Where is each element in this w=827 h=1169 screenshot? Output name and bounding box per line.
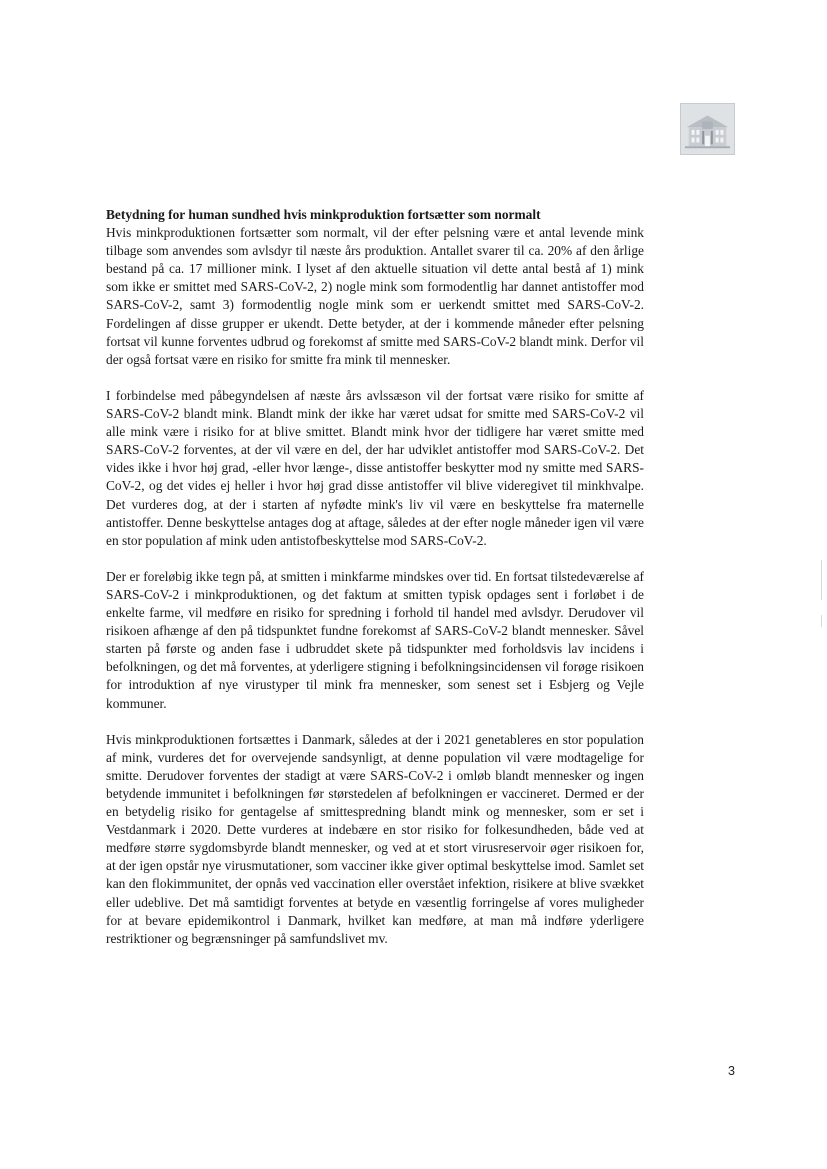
- paragraph: Der er foreløbig ikke tegn på, at smitten i minkfarme mindskes over tid. En fortsat tilstedeværelse af SARS-CoV-2 i minkproduktionen, og det faktum at smitten typisk opdages sent i forløbet i de enkelte farme, vil medføre en risiko for spredning i forhold til handel med avlsdyr. Derudover vil risikoen afhænge af den på tidspunktet fundne forekomst af SARS-CoV-2 blandt mennesker. Såvel starten på første og anden fase i udbruddet skete på tidspunkter med forholdsvis lav incidens i befolkningen, og det må forventes, at yderligere stigning i befolkningsincidensen vil forøge risikoen for introduktion af nye virustyper til mink fra mennesker, som senest set i Esbjerg og Vejle kommuner.: [106, 568, 644, 711]
- section-heading: Betydning for human sundhed hvis minkproduktion fortsætter som normalt: [106, 207, 541, 222]
- paragraph: Hvis minkproduktionen fortsættes i Danmark, således at der i 2021 genetableres en stor population af mink, vurderes det for overvejende sandsynligt, at denne population vil være modtagelige for smitte. Derudover forventes der stadigt at være SARS-CoV-2 i omløb blandt mennesker og ingen betydende immunitet i befolkningen før størstedelen af befolkningen er vaccineret. Dermed er der en betydelig risiko for gentagelse af smittespredning blandt mink og mennesker, som er set i Vestdanmark i 2020. Dette vurderes at indebære en stor risiko for folkesundheden, både ved at medføre større sygdomsbyrde blandt mennesker, og ved at et stort virusreservoir øger risikoen for, at der igen opstår nye virusmutationer, som vacciner ikke giver optimal beskyttelse imod. Samlet set kan den flokimmunitet, der opnås ved vaccination eller overstået infektion, risikere at blive svækket eller udeblive. Det må samtidigt forventes at betyde en væsentlig forringelse af vores muligheder for at bevare epidemikontrol i Danmark, hvilket kan medføre, at man må indføre yderligere restriktioner og begrænsninger på samfundslivet mv.: [106, 731, 644, 946]
- scan-edge-mark: [821, 615, 822, 627]
- paragraph: Hvis minkproduktionen fortsætter som normalt, vil der efter pelsning være et antal levende mink tilbage som anvendes som avlsdyr til næste års produktion. Antallet svarer til ca. 20% af den årlige bestand på ca. 17 millioner mink. I lyset af den aktuelle situation vil dette antal bestå af 1) mink som ikke er smittet med SARS-CoV-2, 2) nogle mink som formodentlig har dannet antistoffer mod SARS-CoV-2, samt 3) formodentlig nogle mink som er uerkendt smittet med SARS-CoV-2. Fordelingen af disse grupper er ukendt. Dette betyder, at der i kommende måneder efter pelsning fortsat vil kunne forventes udbrud og forekomst af smitte med SARS-CoV-2 blandt mink. Derfor vil der også fortsat være en risiko for smitte fra mink til mennesker.: [106, 225, 644, 367]
- page-number: 3: [728, 1064, 735, 1078]
- scan-edge-mark: [821, 560, 822, 600]
- building-seal-icon: [680, 103, 735, 155]
- document-body: [106, 206, 644, 966]
- paragraph: I forbindelse med påbegyndelsen af næste års avlssæson vil der fortsat være risiko for smitte af SARS-CoV-2 blandt mink. Blandt mink der ikke har været udsat for smitte med SARS-CoV-2 vil alle mink være i risiko for at blive smittet. Blandt mink hvor der tidligere har været smitte med SARS-CoV-2 forventes, at der vil være en del, der har udviklet antistoffer mod SARS-CoV-2. Det vides ikke i hvor høj grad, -eller hvor længe-, disse antistoffer beskytter mod ny smitte med SARS-CoV-2, og det vides ej heller i hvor høj grad disse antistoffer vil blive videregivet til minkhvalpe. Det vurderes dog, at der i starten af nyfødte mink's liv vil være en beskyttelse fra maternelle antistoffer. Denne beskyttelse antages dog at aftage, således at der efter nogle måneder igen vil være en stor population af mink uden antistofbeskyttelse mod SARS-CoV-2.: [106, 387, 644, 548]
